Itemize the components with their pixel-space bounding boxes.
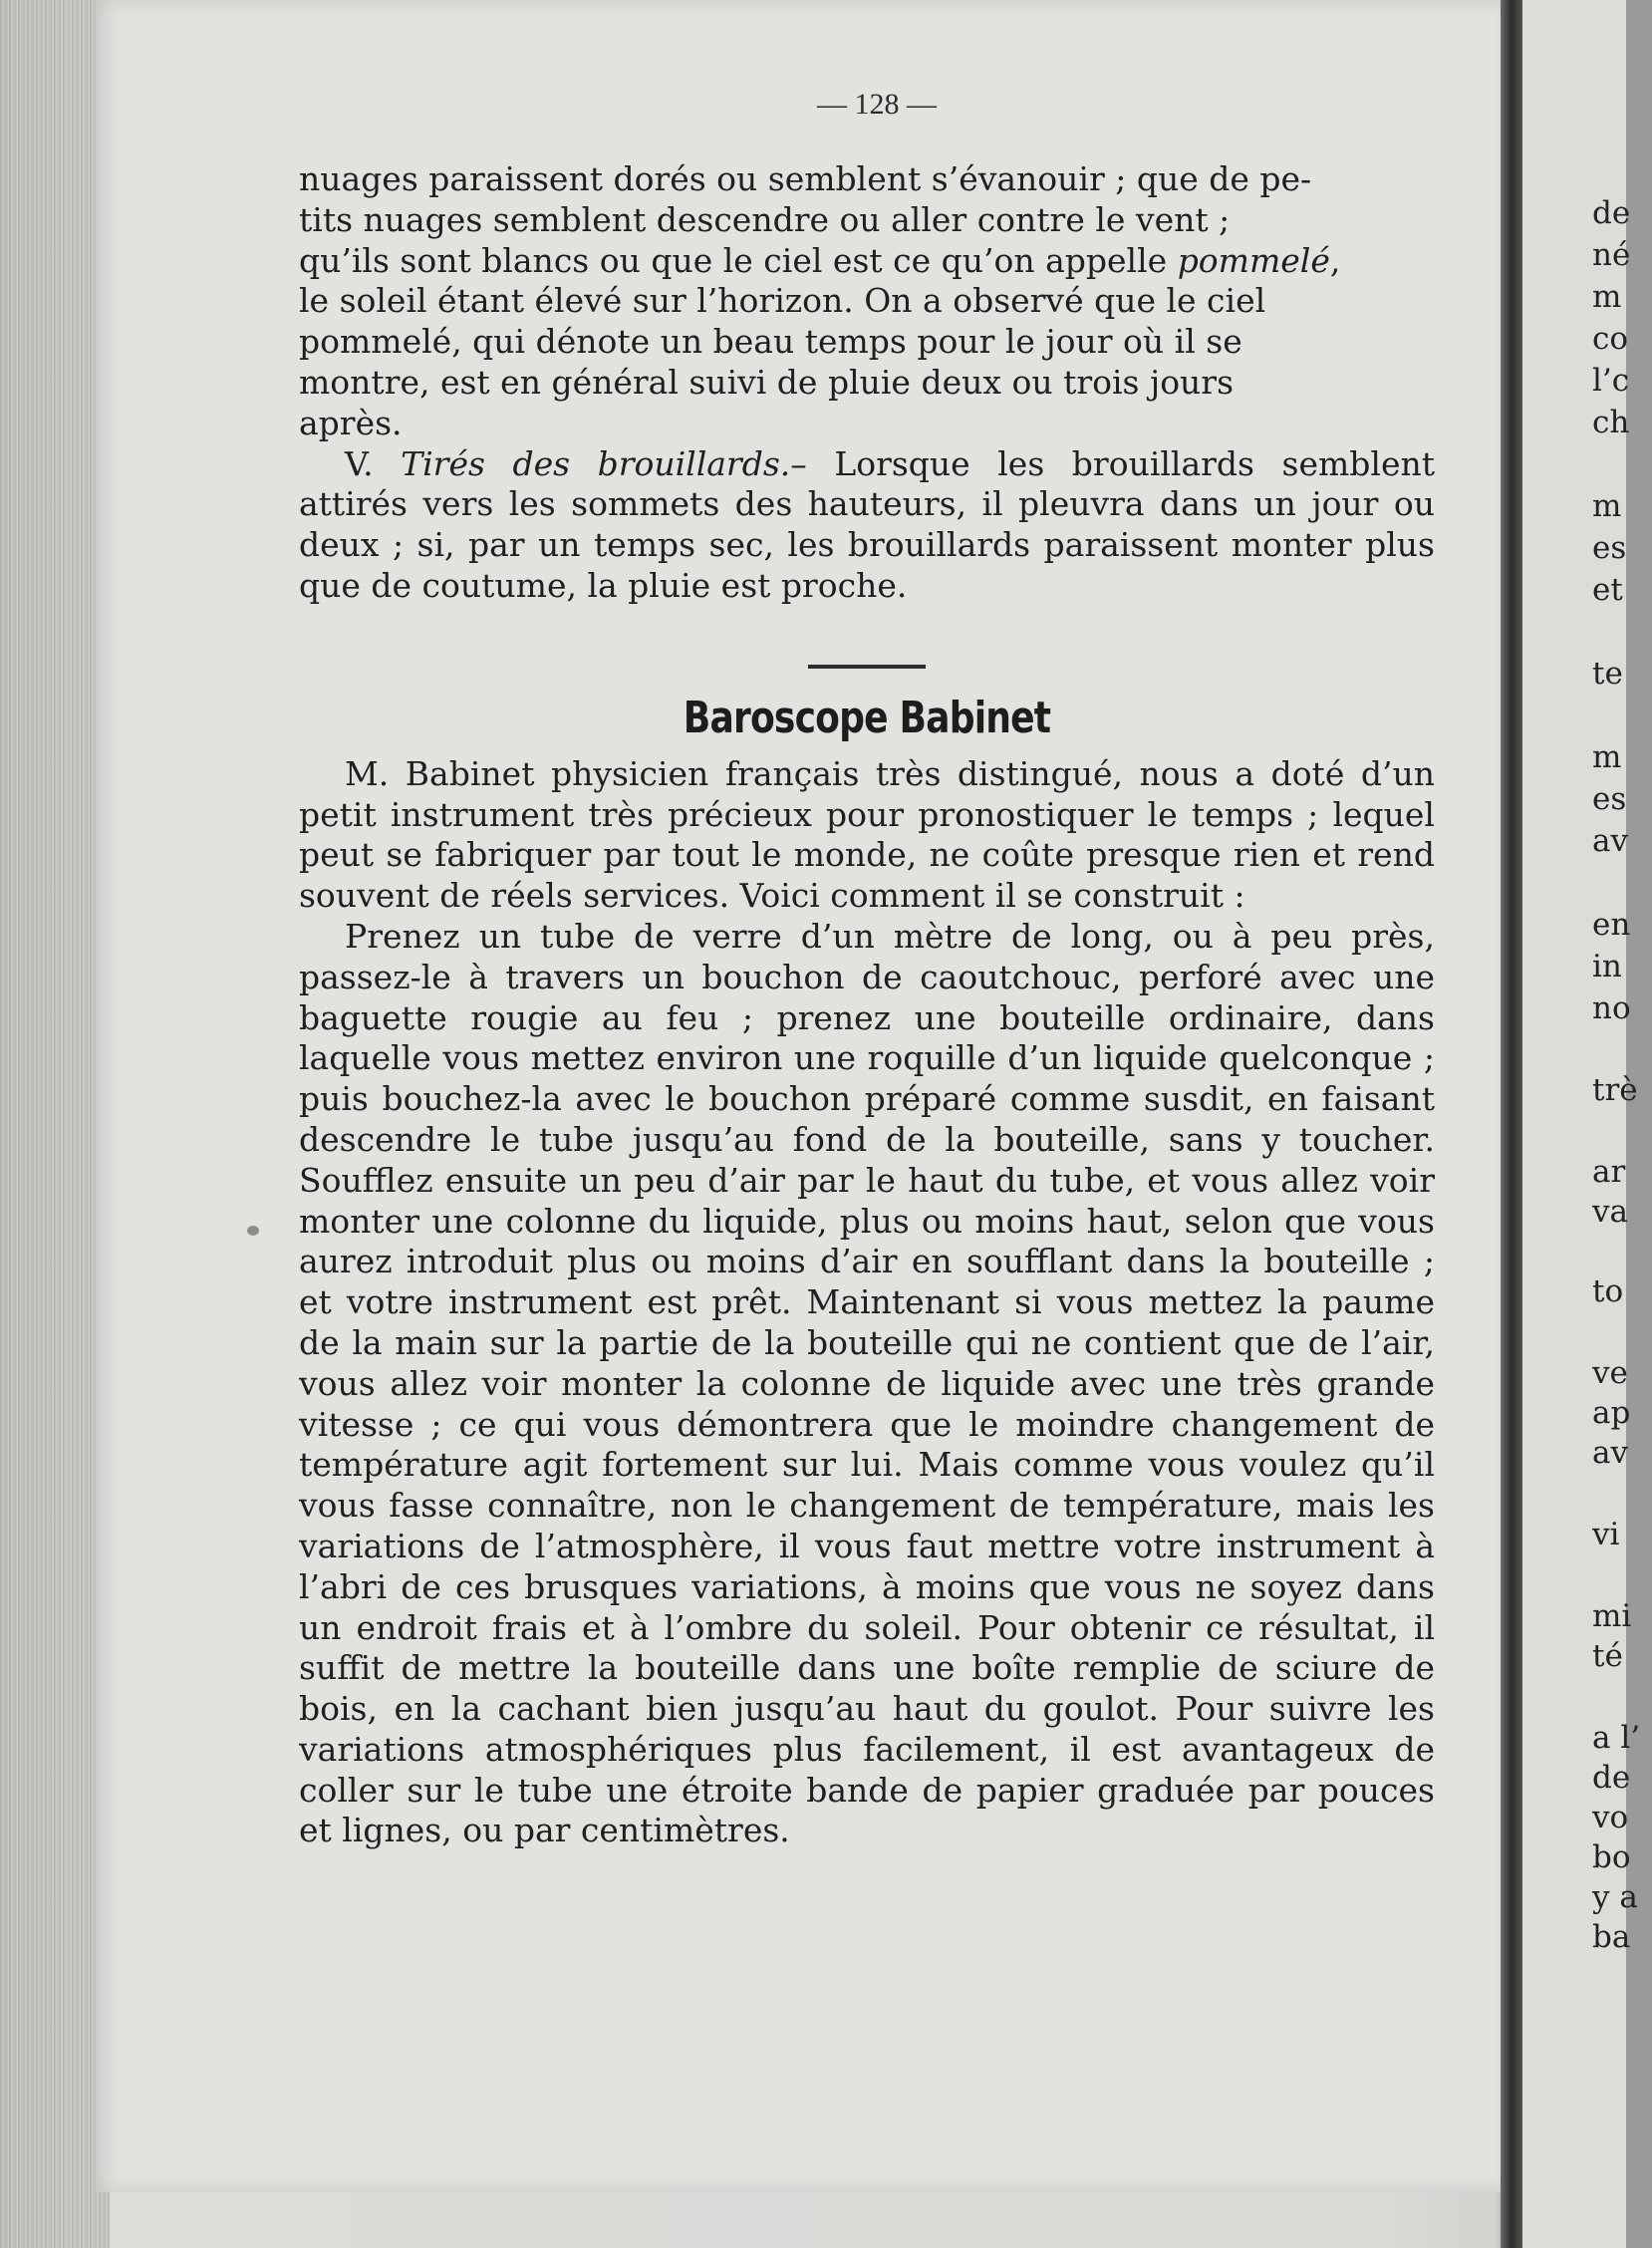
intro-line: montre, est en général suivi de pluie deux ou trois jours [299, 362, 1235, 402]
body-paragraph: M. Babinet physicien français très distingué, nous a doté d’un petit instrument très précieux pour pronostiquer le temps ; lequel peut se fabriquer par tout le monde, ne coûte presque rien et rend souvent de réels services. Voici comment il se construit : [299, 753, 1435, 916]
right-fragment: av [1592, 823, 1628, 859]
right-fragment: vi [1592, 1517, 1620, 1552]
right-fragment: trè [1592, 1072, 1638, 1108]
paper-speck [247, 1226, 259, 1236]
right-fragment: ar [1592, 1154, 1626, 1190]
right-fragment: l’c [1592, 363, 1630, 399]
intro-line: le soleil étant élevé sur l’horizon. On a observé que le ciel [299, 281, 1266, 321]
intro-line: pommelé, qui dénote un beau temps pour le jour où il se [299, 322, 1242, 362]
right-fragment: ba [1592, 1919, 1631, 1955]
right-fragment: to [1592, 1273, 1624, 1309]
right-fragment: ap [1592, 1395, 1631, 1431]
right-fragment: en [1592, 907, 1631, 943]
right-fragment: no [1592, 990, 1631, 1026]
right-fragment: de [1592, 195, 1631, 231]
right-fragment: mi [1592, 1598, 1632, 1634]
right-fragment: ch [1592, 405, 1630, 440]
right-fragment: va [1592, 1194, 1628, 1230]
right-fragment: m [1592, 739, 1622, 775]
right-fragment: in [1592, 949, 1622, 984]
right-fragment: et [1592, 572, 1623, 608]
section-heading: Baroscope Babinet [683, 692, 1051, 743]
right-fragment: m [1592, 488, 1622, 524]
right-fragment: de [1592, 1760, 1631, 1796]
right-fragment: né [1592, 237, 1631, 273]
right-fragment: te [1592, 656, 1623, 692]
right-fragment: es [1592, 781, 1627, 817]
section-v-title: Tirés des brouillards. [401, 443, 791, 483]
intro-line: nuages paraissent dorés ou semblent s’évanouir ; que de pe- [299, 159, 1312, 198]
right-fragment: té [1592, 1638, 1623, 1674]
book-gutter [1501, 0, 1522, 2248]
right-fragment: es [1592, 530, 1627, 566]
right-fragment: vo [1592, 1800, 1629, 1835]
section-v-label: V. [345, 443, 374, 483]
section-divider [808, 665, 926, 669]
intro-line: après. [299, 403, 403, 442]
page-body [299, 159, 1435, 1851]
intro-line: qu’ils sont blancs ou que le ciel est ce qu’on appelle pommelé, [299, 240, 1341, 280]
right-fragment: bo [1592, 1839, 1631, 1875]
right-fragment: co [1592, 321, 1629, 357]
right-fragment: m [1592, 279, 1622, 315]
body-paragraph: Prenez un tube de verre d’un mètre de long, ou à peu près, passez-le à travers un bouchon de caoutchouc, perforé avec une baguette rougie au feu ; prenez une bouteille ordinaire, dans laquelle vous mettez environ une roquille d’un liquide quelconque ; puis bouchez-la avec le bouchon préparé comme susdit, en faisant descendre le tube jusqu’au fond de la bouteille, sans y toucher. Soufflez ensuite un peu d’air par le haut du tube, et vous allez voir monter une colonne du liquide, plus ou moins haut, selon que vous aurez introduit plus ou moins d’air en soufflant dans la bouteille ; et votre instrument est prêt. Maintenant si vous mettez la paume de la main sur la partie de la bouteille qui ne contient que de l’air, vous allez voir monter la colonne de liquide avec une très grande vitesse ; ce qui vous démontrera que le moindre changement de température agit fortement sur lui. Mais comme vous voulez qu’il vous fasse connaître, non le changement de température, mais les variations de l’atmosphère, il vous faut mettre votre instrument à l’abri de ces brusques variations, à moins que vous ne soyez dans un endroit frais et à l’ombre du soleil. Pour obtenir ce résultat, il suffit de mettre la bouteille dans une boîte remplie de sciure de bois, en la cachant bien jusqu’au haut du goulot. Pour suivre les variations atmosphériques plus facilement, il est avantageux de coller sur le tube une étroite bande de papier graduée par pouces et lignes, ou par centimètres. [299, 916, 1435, 1850]
page-number: — 128 — [817, 88, 937, 121]
intro-line: tits nuages semblent descendre ou aller contre le vent ; [299, 199, 1231, 239]
page-stack-edge [0, 0, 110, 2248]
section-v-dash: – [790, 443, 807, 483]
section-v-text: Lorsque les brouillards semblent attirés vers les sommets des hauteurs, il pleuvra dans un jour ou deux ; si, par un temps sec, les brouillards paraissent monter plus que de coutume, la pluie est proche. [299, 443, 1436, 605]
section-v-paragraph [299, 444, 1435, 607]
right-fragment: ve [1592, 1355, 1628, 1391]
right-fragment: av [1592, 1435, 1628, 1471]
right-fragment: y a [1592, 1879, 1638, 1915]
right-fragment: a l’ [1592, 1720, 1641, 1756]
